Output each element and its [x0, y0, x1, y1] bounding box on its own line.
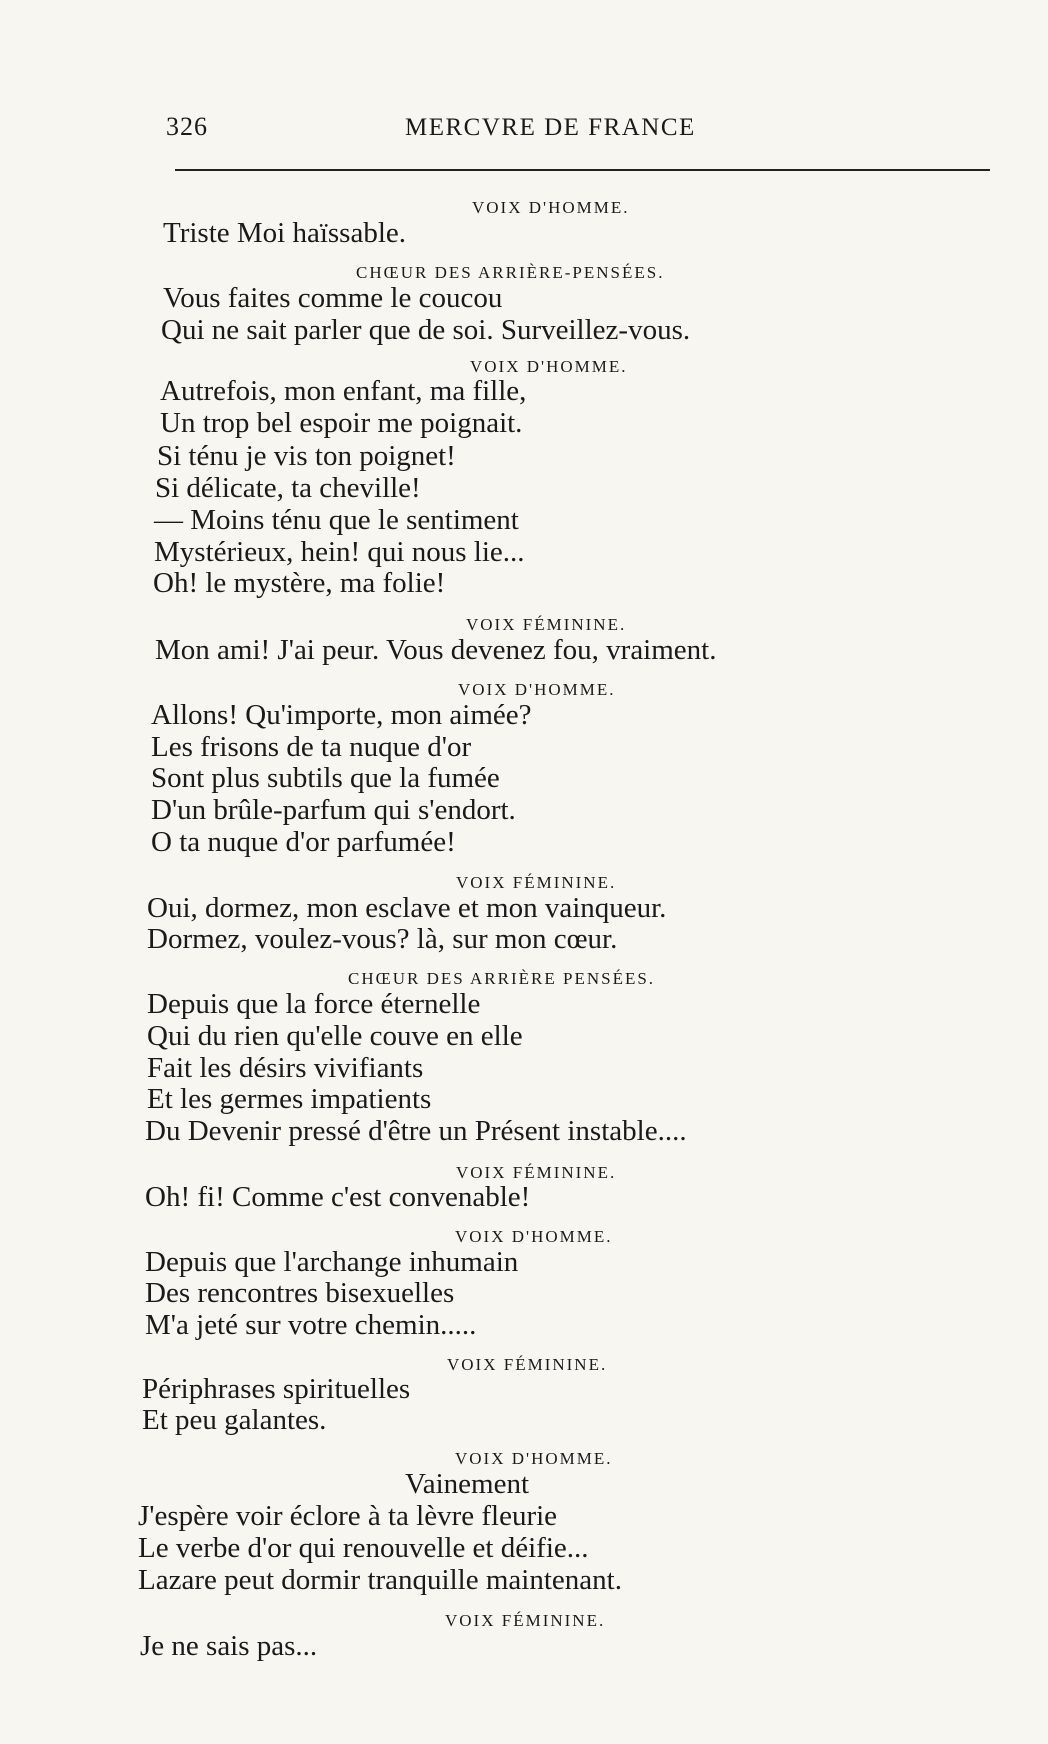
verse-line: Dormez, voulez-vous? là, sur mon cœur. — [147, 923, 618, 955]
speaker-label: VOIX FÉMININE. — [447, 1355, 608, 1374]
verse-line: — Moins ténu que le sentiment — [154, 504, 519, 536]
verse-line: D'un brûle-parfum qui s'endort. — [151, 794, 516, 826]
verse-line: J'espère voir éclore à ta lèvre fleurie — [138, 1500, 558, 1532]
verse-line: Le verbe d'or qui renouvelle et déifie... — [138, 1532, 589, 1564]
verse-line: Si délicate, ta cheville! — [155, 472, 421, 504]
speaker-label: CHŒUR DES ARRIÈRE-PENSÉES. — [356, 263, 665, 282]
verse-line: Oh! fi! Comme c'est convenable! — [145, 1181, 531, 1213]
verse-line: Vous faites comme le coucou — [163, 282, 503, 314]
speaker-label: VOIX D'HOMME. — [472, 198, 630, 217]
verse-line: Sont plus subtils que la fumée — [151, 762, 500, 794]
speaker-label: VOIX FÉMININE. — [466, 615, 627, 634]
running-head: MERCVRE DE FRANCE — [405, 114, 696, 141]
speaker-label: VOIX FÉMININE. — [445, 1611, 606, 1630]
verse-line: Du Devenir pressé d'être un Présent instable.... — [145, 1115, 687, 1147]
speaker-label: VOIX FÉMININE. — [456, 1163, 617, 1182]
verse-line: Si ténu je vis ton poignet! — [157, 440, 456, 472]
verse-line: O ta nuque d'or parfumée! — [151, 826, 456, 858]
verse-line: Depuis que la force éternelle — [147, 988, 481, 1020]
verse-line: Des rencontres bisexuelles — [145, 1277, 455, 1309]
speaker-label: VOIX D'HOMME. — [455, 1227, 613, 1246]
verse-line: Je ne sais pas... — [140, 1630, 318, 1662]
verse-line: Qui du rien qu'elle couve en elle — [147, 1020, 523, 1052]
speaker-label: VOIX D'HOMME. — [470, 357, 628, 376]
verse-line: Oh! le mystère, ma folie! — [153, 567, 446, 599]
verse-line: Qui ne sait parler que de soi. Surveillez-vous. — [161, 314, 691, 346]
verse-line: Fait les désirs vivifiants — [147, 1052, 424, 1084]
verse-line: Triste Moi haïssable. — [163, 217, 407, 249]
verse-line: Mon ami! J'ai peur. Vous devenez fou, vraiment. — [155, 634, 717, 666]
verse-line: Les frisons de ta nuque d'or — [151, 731, 472, 763]
speaker-label: VOIX FÉMININE. — [456, 873, 617, 892]
verse-line: Vainement — [405, 1468, 530, 1500]
speaker-label: VOIX D'HOMME. — [458, 680, 616, 699]
verse-line: Et peu galantes. — [142, 1404, 327, 1436]
verse-line: Autrefois, mon enfant, ma fille, — [160, 375, 527, 407]
page-number: 326 — [166, 112, 208, 141]
speaker-label: CHŒUR DES ARRIÈRE PENSÉES. — [348, 969, 656, 988]
verse-line: Et les germes impatients — [147, 1083, 432, 1115]
speaker-label: VOIX D'HOMME. — [455, 1449, 613, 1468]
verse-line: Depuis que l'archange inhumain — [145, 1246, 519, 1278]
verse-line: Mystérieux, hein! qui nous lie... — [154, 536, 525, 568]
verse-line: Périphrases spirituelles — [142, 1373, 411, 1405]
verse-line: Oui, dormez, mon esclave et mon vainqueur. — [147, 892, 667, 924]
verse-line: Un trop bel espoir me poignait. — [160, 407, 523, 439]
verse-line: Allons! Qu'importe, mon aimée? — [151, 699, 532, 731]
verse-line: M'a jeté sur votre chemin..... — [145, 1309, 477, 1341]
verse-line: Lazare peut dormir tranquille maintenant. — [138, 1564, 622, 1596]
